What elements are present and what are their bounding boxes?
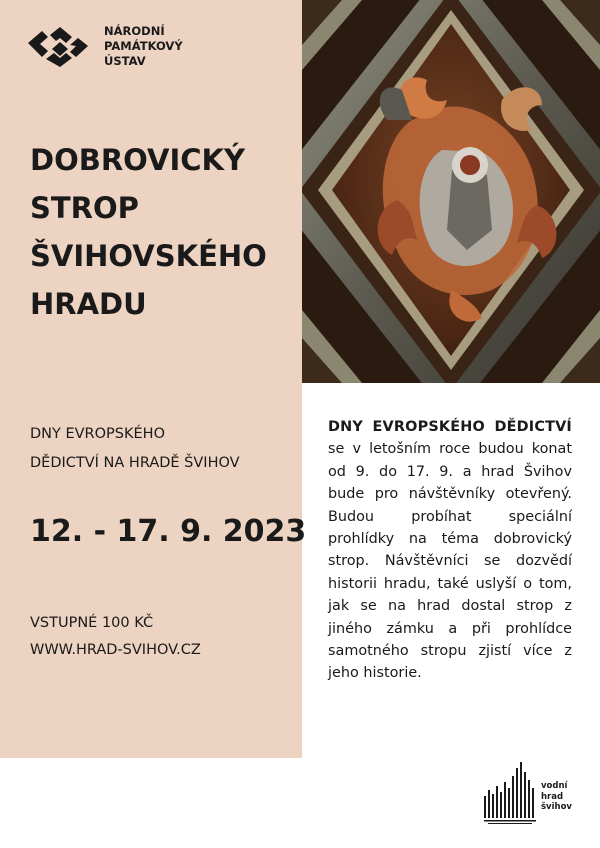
admission-fee: VSTUPNÉ 100 KČ: [30, 615, 154, 631]
page-title: [30, 136, 295, 328]
org-name-line: NÁRODNÍ: [104, 24, 165, 38]
npu-diamond-logo-icon: [26, 27, 90, 67]
ceiling-photo: [302, 0, 600, 383]
subtitle-line: DĚDICTVÍ NA HRADĚ ŠVIHOV: [30, 455, 240, 471]
org-name-line: ÚSTAV: [104, 54, 146, 68]
title-line: HRADU: [30, 287, 147, 321]
left-panel: [0, 0, 307, 758]
org-name-line: PAMÁTKOVÝ: [104, 39, 183, 53]
title-line: STROP: [30, 191, 139, 225]
castle-logo-text: [541, 781, 572, 813]
entry-info: [30, 610, 201, 664]
website-link[interactable]: WWW.HRAD-SVIHOV.CZ: [30, 642, 201, 658]
coat-of-arms-image: [302, 0, 600, 383]
title-line: DOBROVICKÝ: [30, 143, 246, 177]
event-subtitle: [30, 420, 295, 478]
org-name: [104, 24, 183, 69]
description-text: se v letošním roce budou konat od 9. do 17. 9. a hrad Švihov bude pro návštěvníky otevřený. Budou probíhat speciální prohlídky na téma dobrovický strop. Návštěvníci se dozvědí historii hradu, také uslyší o tom, jak se na hrad dostal strop z jiného zámku a při prohlídce samotného stropu zjistí více z jeho historie.: [328, 441, 572, 682]
event-dates: 12. - 17. 9. 2023: [30, 514, 307, 549]
title-line: ŠVIHOVSKÉHO: [30, 239, 267, 273]
event-description: [328, 416, 572, 685]
description-lead: DNY EVROPSKÉHO DĚDICTVÍ: [328, 419, 572, 435]
castle-logo-line: hrad: [541, 791, 564, 802]
castle-logo-line: švihov: [541, 802, 572, 812]
subtitle-line: DNY EVROPSKÉHO: [30, 426, 165, 442]
castle-logo-line: vodní: [541, 781, 568, 791]
